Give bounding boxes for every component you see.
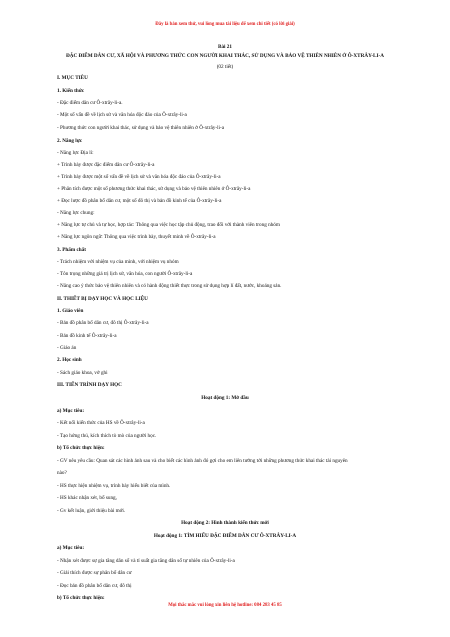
body-text-line: + Trình bày được đặc điểm dân cư Ô-xtrây-li-a — [57, 162, 155, 168]
section-heading: 2. Năng lực — [57, 138, 83, 144]
body-text-line: - Nâng cao ý thức bảo vệ thiên nhiên và có hành động thiết thực trong sử dụng hợp lí đất, nước, khoáng sản. — [57, 283, 282, 289]
section-heading: I. MỤC TIÊU — [57, 75, 88, 81]
section-heading: b) Tổ chức thực hiện: — [57, 595, 105, 601]
body-text-line: - Năng lực chung: — [57, 210, 95, 216]
preview-notice: Đây là bản xem thử, vui lòng mua tài liệu để xem chi tiết (có lời giải) — [155, 22, 295, 27]
body-text-line: + Phân tích được một số phương thức khai thác, sử dụng và bảo vệ thiên nhiên ở Ô-xtrây-li-a — [57, 186, 251, 192]
body-text-line: - HS thực hiện nhiệm vụ, trình bày hiểu biết của mình. — [57, 483, 171, 489]
body-text-line: - Đọc bản đồ phân bố dân cư, đô thị — [57, 583, 132, 589]
section-heading: III. TIẾN TRÌNH DẠY HỌC — [57, 382, 122, 388]
body-text-line: - Giáo án — [57, 345, 77, 351]
lesson-number: Bài 21 — [218, 44, 232, 50]
body-text-line: - Bản đồ phân bố dân cư, đô thị Ô-xtrây-li-a — [57, 320, 149, 326]
body-text-line: - Giải thích được sự phân bố dân cư — [57, 570, 132, 576]
body-text-line: + Đọc lược đồ phân bố dân cư, một số đô thị và bản đồ kinh tế của Ô-xtrây-li-a — [57, 198, 222, 204]
body-text-line: - Tôn trọng những giá trị lịch sử, văn hóa, con người Ô-xtrây-li-a — [57, 271, 193, 277]
body-text-line: - Năng lực Địa lí: — [57, 150, 94, 156]
body-text-line: - Trách nhiệm với nhiệm vụ của mình, với nhiệm vụ nhóm — [57, 259, 179, 265]
section-heading: II. THIẾT BỊ DẠY HỌC VÀ HỌC LIỆU — [57, 296, 148, 302]
hotline-notice: Mọi thắc mắc vui lòng xin liên hệ hotline: 084 283 45 85 — [168, 603, 282, 608]
section-heading: 3. Phẩm chất — [57, 247, 86, 253]
body-text-line: - GV nêu yêu cầu: Quan sát các hình ảnh sau và cho biết các hình ảnh đó gợi cho em liên tưởng tới những phương thức khai thác tài nguyên — [57, 458, 348, 464]
section-heading: Hoạt động 2: Hình thành kiến thức mới — [181, 520, 269, 526]
body-text-line: - Sách giáo khoa, vở ghi — [57, 370, 108, 376]
section-heading: 1. Kiến thức — [57, 88, 85, 94]
body-text-line: - Phương thức con người khai thác, sử dụng và bảo vệ thiên nhiên ở Ô-xtrây-li-a — [57, 125, 224, 131]
body-text-line: - Gv kết luận, giới thiệu bài mới. — [57, 508, 126, 514]
body-text-line: nào? — [57, 470, 67, 476]
body-text-line: + Năng lực tự chủ và tự học, hợp tác: Thông qua việc học tập chủ động, trao đổi với thành viên trong nhóm — [57, 222, 280, 228]
lesson-duration: (02 tiết) — [216, 64, 234, 70]
lesson-title: ĐẶC ĐIỂM DÂN CƯ, XÃ HỘI VÀ PHƯƠNG THỨC CON NGƯỜI KHAI THÁC, SỬ DỤNG VÀ BẢO VỆ THIÊN NHIÊN Ở Ô-XTRÂY-LI-A — [65, 53, 385, 59]
body-text-line: - Nhận xét được sự gia tăng dân số và tỉ suất gia tăng dân số tự nhiên của Ô-xtrây-li-a — [57, 558, 235, 564]
body-text-line: + Trình bày được một số vấn đề về lịch sử và văn hóa độc đáo của Ô-xtrây-li-a — [57, 174, 221, 180]
section-heading: a) Mục tiêu: — [57, 545, 85, 551]
section-heading: Hoạt động 1: Mở đầu — [201, 395, 249, 401]
section-heading: 1. Giáo viên — [57, 308, 84, 314]
body-text-line: - Kết nối kiến thức của HS về Ô-xtrây-li-a — [57, 420, 145, 426]
body-text-line: - Đặc điểm dân cư Ô-xtrây-li-a. — [57, 100, 123, 106]
body-text-line: - Một số vấn đề về lịch sử và văn hóa độc đáo của Ô-xtrây-li-a — [57, 112, 187, 118]
body-text-line: - Bản đồ kinh tế Ô-xtrây-li-a — [57, 333, 117, 339]
section-heading: b) Tổ chức thực hiện: — [57, 445, 105, 451]
section-heading: a) Mục tiêu: — [57, 408, 85, 414]
body-text-line: - HS khác nhận xét, bổ sung, — [57, 495, 117, 501]
body-text-line: + Năng lực ngôn ngữ: Thông qua việc trình bày, thuyết minh về Ô-xtrây-li-a — [57, 234, 216, 240]
section-heading: Hoạt động 1: TÌM HIỂU ĐẶC ĐIỂM DÂN CƯ Ô-XTRÂY-LI-A — [153, 533, 297, 539]
body-text-line: - Tạo hứng thú, kích thích tò mò của người học. — [57, 433, 157, 439]
section-heading: 2. Học sinh — [57, 357, 82, 363]
